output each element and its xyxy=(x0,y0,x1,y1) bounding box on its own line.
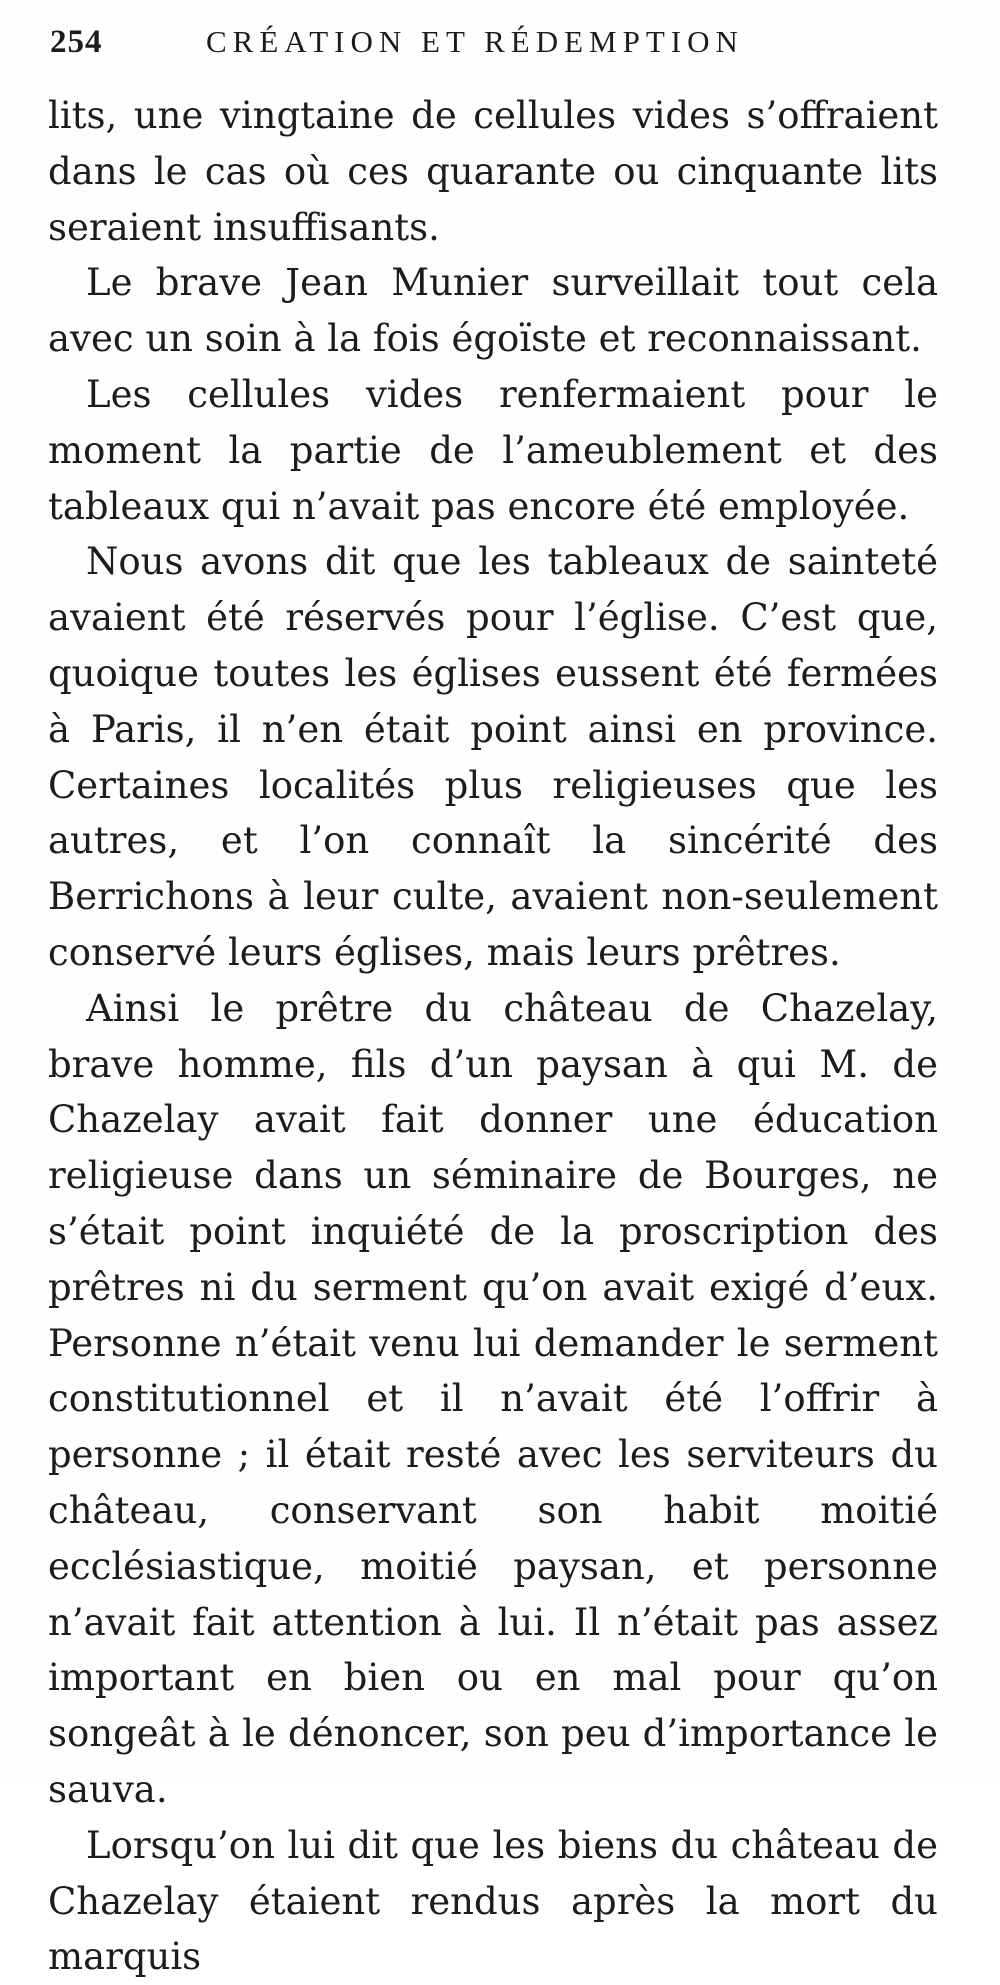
paragraph-5: Ainsi le prêtre du château de Chazelay, brave homme, fils d’un paysan à qui M. de Chazelay avait fait donner une éducation religieuse dans un séminaire de Bourges, ne s’était point inquiété de la proscription des prêtres ni du serment qu’on avait exigé d’eux. Personne n’était venu lui demander le serment constitutionnel et il n’avait été l’offrir à personne ; il était resté avec les serviteurs du château, conservant son habit moitié ecclésiastique, moitié paysan, et personne n’avait fait attention à lui. Il n’était pas assez important en bien ou en mal pour qu’on songeât à le dénoncer, son peu d’importance le sauva. xyxy=(48,986,938,1811)
paragraph-3: Les cellules vides renfermaient pour le moment la partie de l’ameublement et des tableaux qui n’avait pas encore été employée. xyxy=(48,372,938,528)
body-text xyxy=(48,88,938,1985)
paragraph-2: Le brave Jean Munier surveillait tout cela avec un soin à la fois égoïste et reconnaissant. xyxy=(48,261,938,361)
page-header xyxy=(50,18,950,78)
running-title: CRÉATION ET RÉDEMPTION xyxy=(206,24,744,59)
paragraph-4: Nous avons dit que les tableaux de sainteté avaient été réservés pour l’église. C’est que, quoique toutes les églises eussent été fermées à Paris, il n’en était point ainsi en province. Certaines localités plus religieuses que les autres, et l’on connaît la sincérité des Berrichons à leur culte, avaient non-seulement conservé leurs églises, mais leurs prêtres. xyxy=(48,540,938,974)
paragraph-1: lits, une vingtaine de cellules vides s’offraient dans le cas où ces quarante ou cinquante lits seraient insuffisants. xyxy=(48,94,938,249)
paragraph-6: Lorsqu’on lui dit que les biens du château de Chazelay étaient rendus après la mort du marquis xyxy=(48,1823,938,1979)
page-number: 254 xyxy=(50,24,103,60)
